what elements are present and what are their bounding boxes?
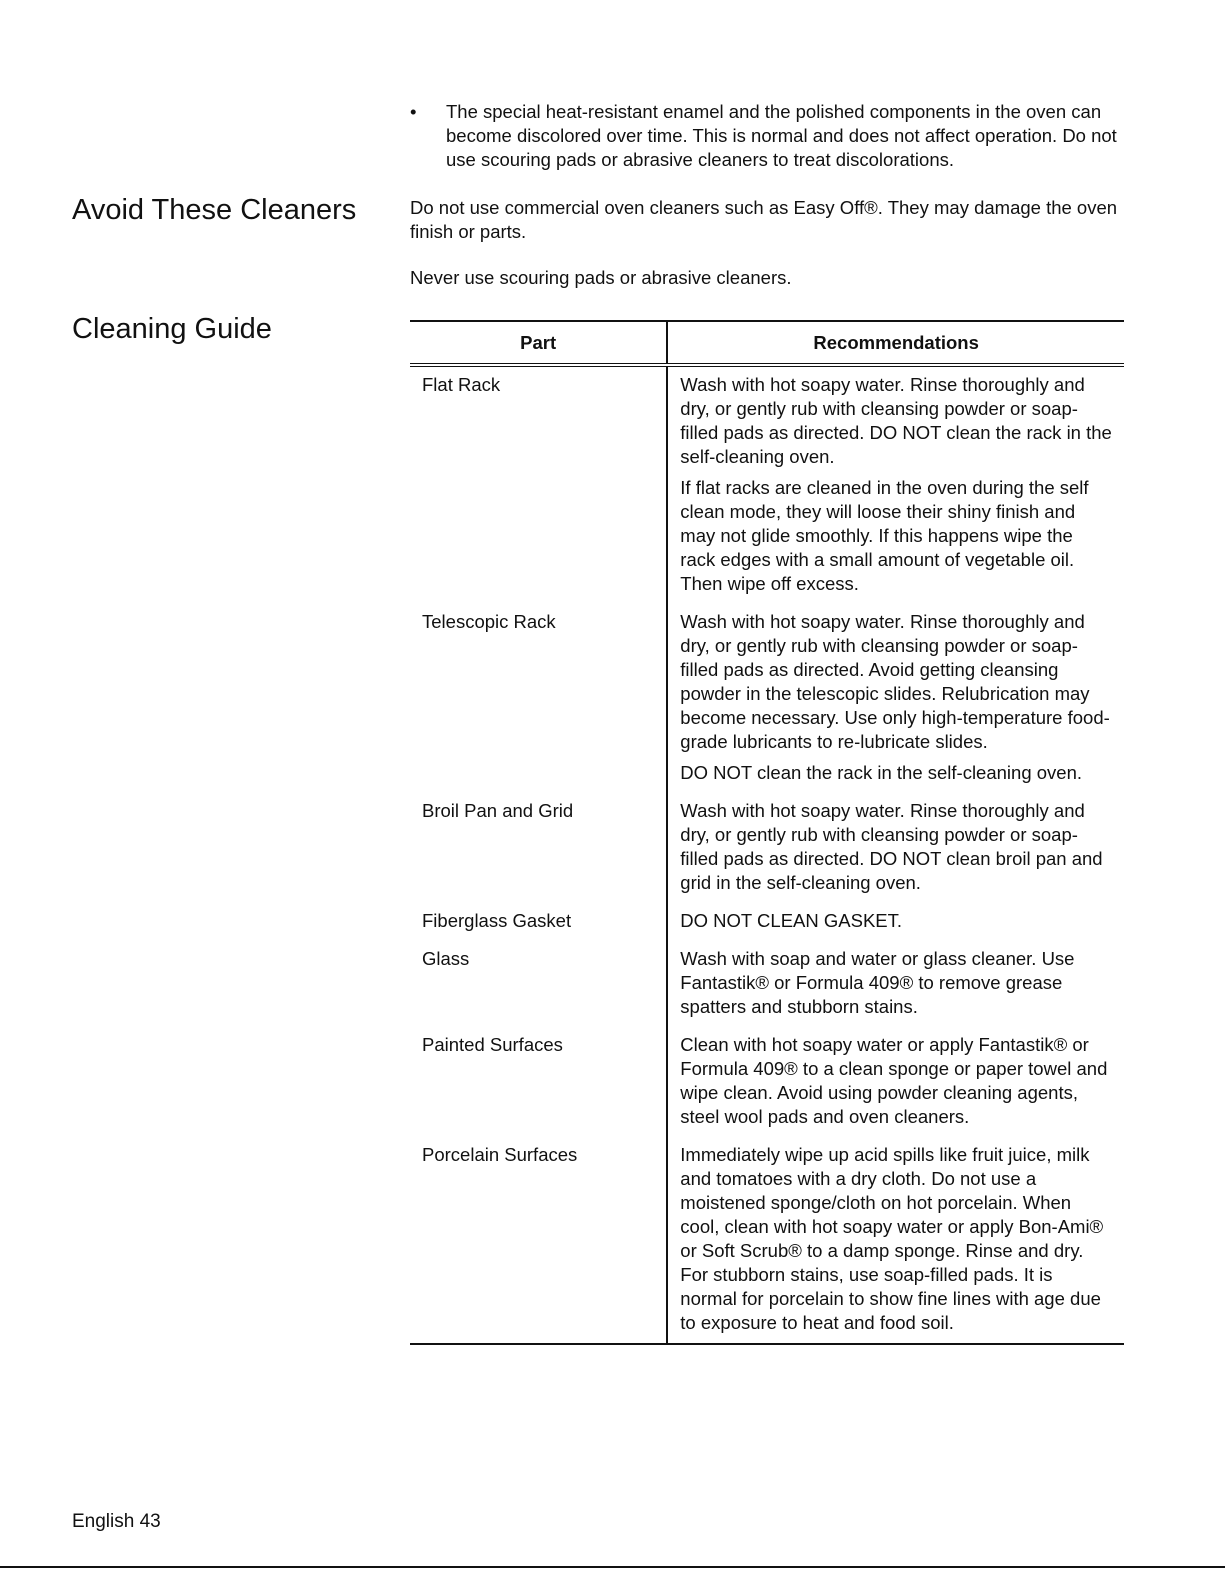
- recommendation-cell: [667, 1027, 1124, 1137]
- recommendation-text: Wash with hot soapy water. Rinse thoroughly and dry, or gently rub with cleansing powder or soap-filled pads as directed. DO NOT clean broil pan and grid in the self-cleaning oven.: [680, 800, 1103, 893]
- page-number-footer: English 43: [72, 1511, 161, 1532]
- recommendation-cell: [667, 793, 1124, 903]
- intro-bullet-text: The special heat-resistant enamel and the polished components in the oven can become discolored over time. This is normal and does not affect operation. Do not use scouring pads or abrasive cleaners to treat discolorations.: [446, 101, 1117, 170]
- part-cell: Porcelain Surfaces: [410, 1137, 667, 1344]
- recommendation-text: DO NOT clean the rack in the self-cleaning oven.: [680, 762, 1083, 783]
- recommendation-text: Wash with hot soapy water. Rinse thoroughly and dry, or gently rub with cleansing powder or soap-filled pads as directed. Avoid getting cleansing powder in the telescopic slides. Relubrication may become necessary. Use only high-temperature food-grade lubricants to re-lubricate slides.: [680, 611, 1110, 752]
- table-header-row: [410, 321, 1124, 365]
- header-part: Part: [410, 321, 667, 365]
- avoid-cleaners-heading: Avoid These Cleaners: [72, 194, 357, 226]
- table-row: [410, 1027, 1124, 1137]
- bottom-divider: [0, 1566, 1225, 1568]
- recommendation-cell: [667, 604, 1124, 793]
- avoid-cleaners-paragraph: Do not use commercial oven cleaners such as Easy Off®. They may damage the oven finish or parts.: [410, 197, 1118, 242]
- recommendation-text: Clean with hot soapy water or apply Fantastik® or Formula 409® to a clean sponge or paper towel and wipe clean. Avoid using powder cleaning agents, steel wool pads and oven cleaners.: [680, 1034, 1108, 1127]
- table-row: [410, 365, 1124, 604]
- table-row: [410, 1137, 1124, 1344]
- table-row: [410, 941, 1124, 1027]
- intro-bullet: [410, 100, 1150, 172]
- recommendation-cell: [667, 903, 1124, 941]
- part-cell: Telescopic Rack: [410, 604, 667, 793]
- part-cell: Painted Surfaces: [410, 1027, 667, 1137]
- recommendation-text: If flat racks are cleaned in the oven during the self clean mode, they will loose their shiny finish and may not glide smoothly. If this happens wipe the rack edges with a small amount of vegetable oil. Then wipe off excess.: [680, 477, 1089, 594]
- table-row: [410, 793, 1124, 903]
- recommendation-text: Wash with hot soapy water. Rinse thoroughly and dry, or gently rub with cleansing powder or soap-filled pads as directed. DO NOT clean the rack in the self-cleaning oven.: [680, 374, 1112, 467]
- part-cell: Fiberglass Gasket: [410, 903, 667, 941]
- recommendation-text: DO NOT CLEAN GASKET.: [680, 910, 903, 931]
- header-recommendations: Recommendations: [667, 321, 1124, 365]
- recommendation-text: Immediately wipe up acid spills like fruit juice, milk and tomatoes with a dry cloth. Do not use a moistened sponge/cloth on hot porcelain. When cool, clean with hot soapy water or apply Bon-Ami® or Soft Scrub® to a damp sponge. Rinse and dry. For stubborn stains, use soap-filled pads. It is normal for porcelain to show fine lines with age due to exposure to heat and food soil.: [680, 1144, 1104, 1333]
- cleaning-guide-heading: Cleaning Guide: [72, 313, 272, 345]
- table-row: [410, 604, 1124, 793]
- recommendation-cell: [667, 1137, 1124, 1344]
- part-cell: Glass: [410, 941, 667, 1027]
- never-scouring-paragraph: Never use scouring pads or abrasive cleaners.: [410, 267, 792, 288]
- table-row: [410, 903, 1124, 941]
- bullet-mark: •: [410, 101, 417, 122]
- recommendation-cell: [667, 941, 1124, 1027]
- recommendation-text: Wash with soap and water or glass cleaner. Use Fantastik® or Formula 409® to remove grease spatters and stubborn stains.: [680, 948, 1075, 1017]
- recommendation-cell: [667, 365, 1124, 604]
- part-cell: Flat Rack: [410, 365, 667, 604]
- part-cell: Broil Pan and Grid: [410, 793, 667, 903]
- cleaning-guide-table: [410, 320, 1124, 1345]
